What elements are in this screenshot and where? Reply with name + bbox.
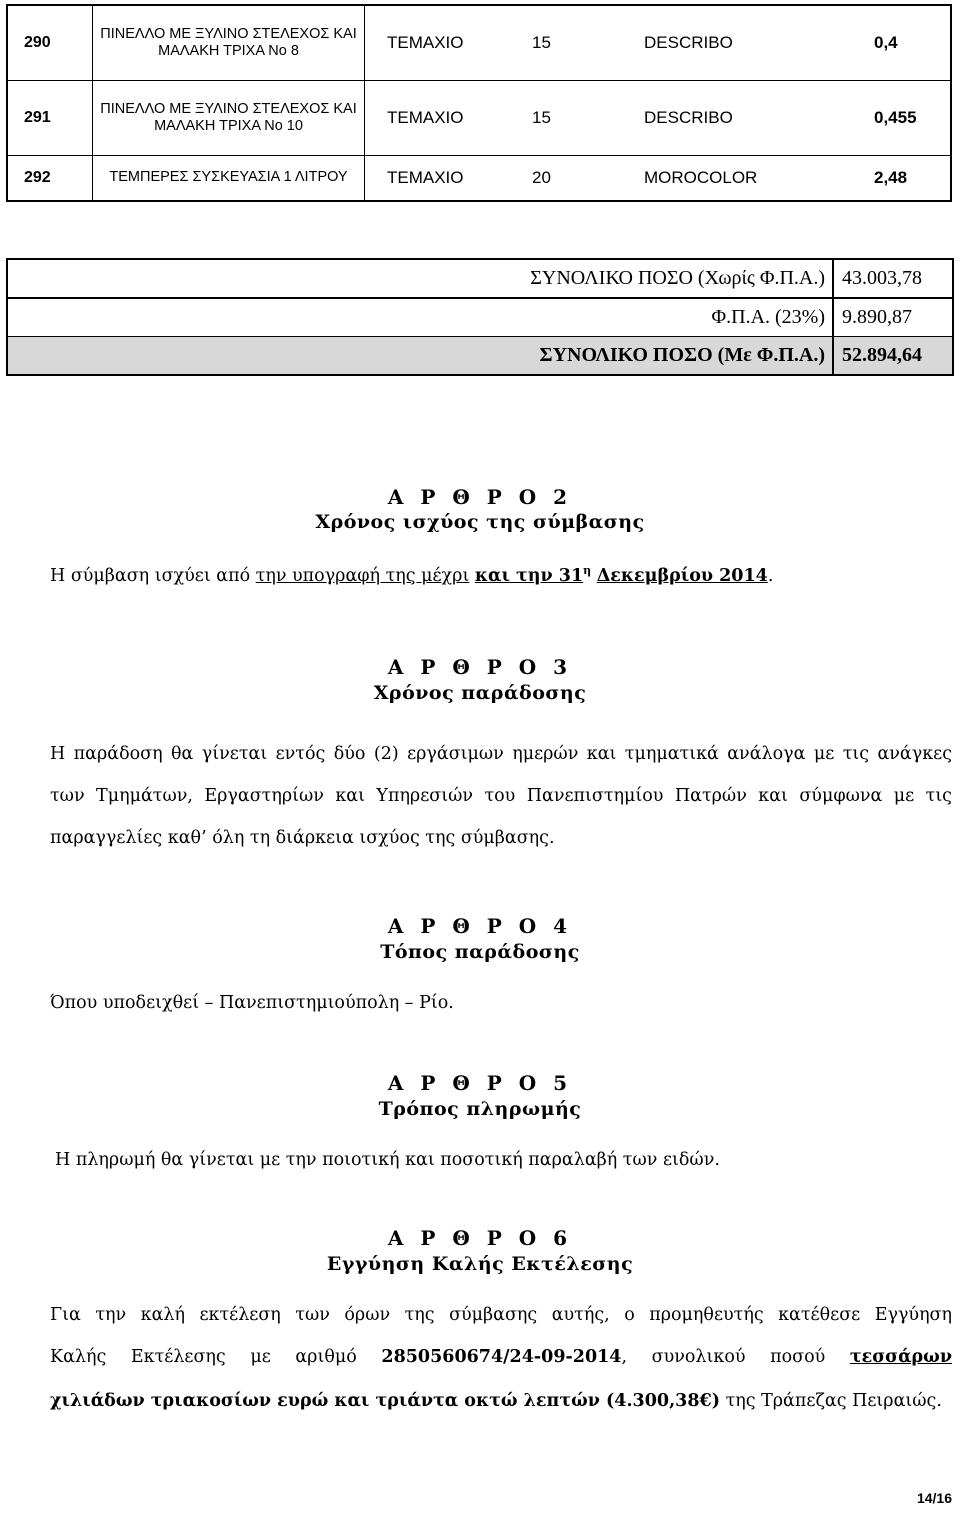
totals-box bbox=[6, 258, 954, 376]
article5-text: Η πληρωμή θα γίνεται με την ποιοτική και ποσοτική παραλαβή των ειδών. bbox=[55, 1150, 720, 1170]
item-brand: DESCRIBO bbox=[644, 107, 733, 127]
article6-line2 bbox=[50, 1347, 952, 1367]
article3-title: Α Ρ Θ Ρ Ο 3 bbox=[387, 655, 573, 679]
item-details bbox=[365, 5, 952, 81]
item-description: ΤΕΜΠΕΡΕΣ ΣΥΣΚΕΥΑΣΙΑ 1 ΛΙΤΡΟΥ bbox=[93, 155, 365, 201]
total-vat-label: Φ.Π.Α. (23%) bbox=[711, 306, 825, 328]
total-net-row bbox=[8, 260, 952, 296]
article5-subtitle: Τρόπος πληρωμής bbox=[378, 1098, 582, 1120]
total-gross-row bbox=[8, 337, 952, 374]
item-description: ΠΙΝΕΛΛΟ ΜΕ ΞΥΛΙΝΟ ΣΤΕΛΕΧΟΣ ΚΑΙ ΜΑΛΑΚΗ ΤΡΙΧΑ No 8 bbox=[93, 5, 365, 81]
article6-line2-mid: , συνολικού ποσού bbox=[621, 1347, 850, 1367]
item-brand: DESCRIBO bbox=[644, 33, 733, 53]
total-net-label: ΣΥΝΟΛΙΚΟ ΠΟΣΟ (Χωρίς Φ.Π.Α.) bbox=[530, 267, 825, 289]
item-price: 0,455 bbox=[874, 107, 917, 127]
item-details bbox=[365, 155, 952, 201]
article6-line2-intro: Καλής Εκτέλεσης με αριθμό bbox=[50, 1347, 382, 1367]
article6-bank: της Τράπεζας Πειραιώς. bbox=[720, 1391, 942, 1411]
item-quantity: 20 bbox=[532, 167, 551, 187]
article4-subtitle: Τόπος παράδοσης bbox=[380, 941, 580, 963]
column-divider bbox=[832, 260, 834, 374]
item-brand: MOROCOLOR bbox=[644, 167, 758, 187]
article2-text bbox=[50, 564, 773, 586]
table-row bbox=[7, 81, 951, 156]
article4-title: Α Ρ Θ Ρ Ο 4 bbox=[387, 914, 573, 938]
total-gross-label: ΣΥΝΟΛΙΚΟ ΠΟΣΟ (Με Φ.Π.Α.) bbox=[539, 344, 825, 366]
article3-subtitle: Χρόνος παράδοσης bbox=[373, 682, 587, 704]
article2-text-underline: την υπογραφή της μέχρι bbox=[255, 565, 470, 586]
item-unit: ΤΕΜΑΧΙΟ bbox=[387, 107, 464, 127]
table-row bbox=[7, 155, 951, 201]
article5-title: Α Ρ Θ Ρ Ο 5 bbox=[387, 1071, 573, 1095]
article6-title: Α Ρ Θ Ρ Ο 6 bbox=[387, 1226, 573, 1250]
total-vat-value: 9.890,87 bbox=[842, 306, 912, 328]
article6-subtitle: Εγγύηση Καλής Εκτέλεσης bbox=[326, 1253, 634, 1275]
item-details bbox=[365, 81, 952, 156]
total-net-value: 43.003,78 bbox=[842, 267, 922, 289]
item-price: 2,48 bbox=[874, 167, 908, 187]
item-description: ΠΙΝΕΛΛΟ ΜΕ ΞΥΛΙΝΟ ΣΤΕΛΕΧΟΣ ΚΑΙ ΜΑΛΑΚΗ ΤΡΙΧΑ No 10 bbox=[93, 81, 365, 156]
item-quantity: 15 bbox=[532, 107, 551, 127]
article3-line1: Η παράδοση θα γίνεται εντός δύο (2) εργάσιμων ημερών και τμηματικά ανάλογα με τις ανάγκες bbox=[50, 744, 952, 764]
article4-text: Όπου υποδειχθεί – Πανεπιστημιούπολη – Ρίο. bbox=[50, 993, 454, 1013]
item-aa: 291 bbox=[7, 81, 93, 156]
article6-line2-amount: τεσσάρων bbox=[849, 1347, 952, 1367]
article6-line3 bbox=[50, 1391, 942, 1411]
article3-line2: των Τμημάτων, Εργαστηρίων και Υπηρεσιών του Πανεπιστημίου Πατρών και σύμφωνα με τις bbox=[50, 786, 952, 806]
article2-title: Α Ρ Θ Ρ Ο 2 bbox=[387, 485, 573, 509]
item-unit: ΤΕΜΑΧΙΟ bbox=[387, 167, 464, 187]
total-vat-row bbox=[8, 299, 952, 335]
item-aa: 290 bbox=[7, 5, 93, 81]
article2-sup: η bbox=[583, 564, 592, 577]
article3-line3: παραγγελίες καθ’ όλη τη διάρκεια ισχύος της σύμβασης. bbox=[50, 828, 555, 848]
article6-amount-text: χιλιάδων τριακοσίων ευρώ και τριάντα οκτώ λεπτών (4.300,38€) bbox=[50, 1391, 720, 1411]
item-price: 0,4 bbox=[874, 33, 898, 53]
table-row bbox=[7, 5, 951, 81]
items-body bbox=[7, 5, 951, 201]
item-unit: ΤΕΜΑΧΙΟ bbox=[387, 33, 464, 53]
article2-date: Δεκεμβρίου 2014 bbox=[596, 565, 768, 586]
items-table bbox=[6, 4, 952, 202]
article6-guarantee-number: 2850560674/24-09-2014 bbox=[381, 1347, 622, 1367]
article2-subtitle: Χρόνος ισχύος της σύμβασης bbox=[315, 511, 645, 533]
article6-line1: Για την καλή εκτέλεση των όρων της σύμβασης αυτής, ο προμηθευτής κατέθεσε Εγγύηση bbox=[50, 1305, 952, 1325]
article2-text-plain: Η σύμβαση ισχύει από bbox=[50, 565, 256, 586]
item-aa: 292 bbox=[7, 155, 93, 201]
article2-end: . bbox=[767, 565, 774, 586]
page-number: 14/16 bbox=[916, 1490, 952, 1506]
item-quantity: 15 bbox=[532, 33, 551, 53]
total-gross-value: 52.894,64 bbox=[842, 344, 922, 366]
article2-text-bold: και την 31 bbox=[474, 565, 584, 586]
